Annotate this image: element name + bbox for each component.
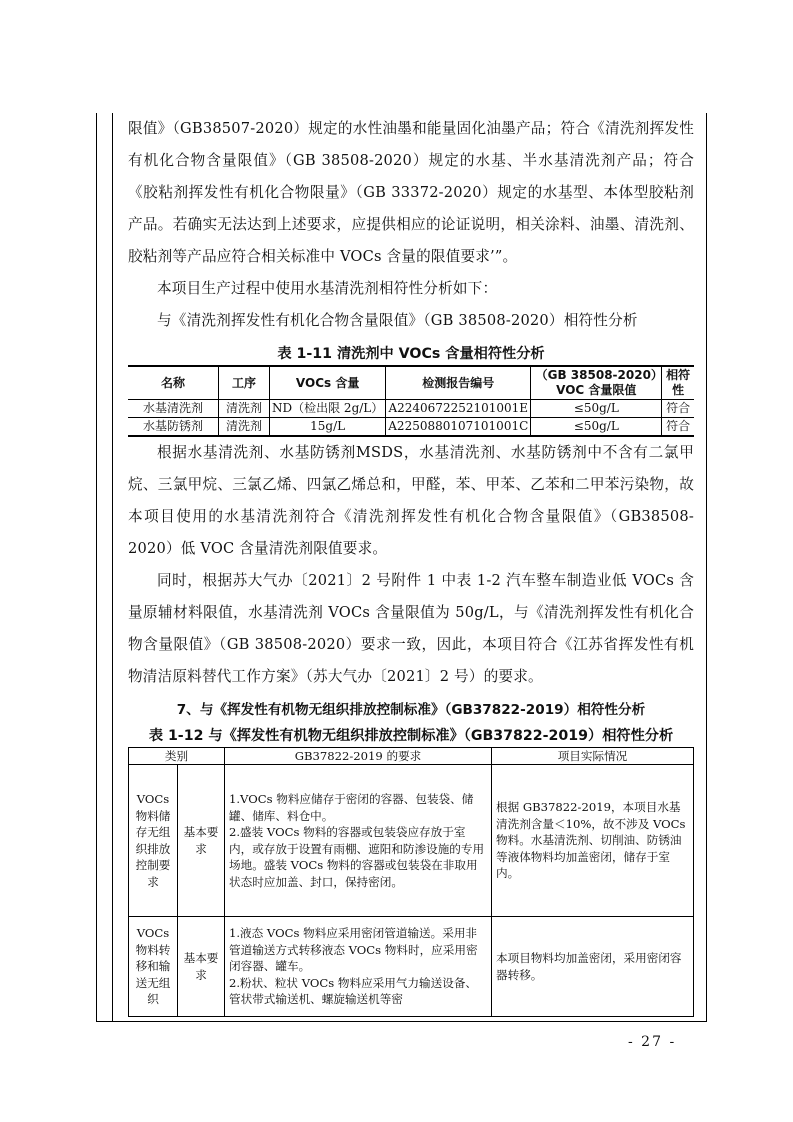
- t1-cell: ≤50g/L: [531, 418, 662, 437]
- t1-header-report: 检测报告编号: [386, 366, 531, 400]
- t1-cell: A2250880107101001C: [386, 418, 531, 437]
- t1-header-limit: （GB 38508-2020）VOC 含量限值: [531, 366, 662, 400]
- t2-category: VOCs物料转移和输送无组织: [129, 917, 178, 1017]
- t1-cell: ND（检出限 2g/L）: [270, 400, 386, 418]
- table2-gb37822: [128, 747, 694, 1017]
- paragraph-suzhou: 同时，根据苏大气办〔2021〕2 号附件 1 中表 1-2 汽车整车制造业低 VOCs 含量原辅材料限值，水基清洗剂 VOCs 含量限值为 50g/L，与《清洗剂挥发性有机化合物含量限值》（GB 38508-2020）要求一致，因此，本项目符合《江苏省挥发性有机物清洁原料替代工作方案》（苏大气办〔2021〕2 号）的要求。: [128, 572, 694, 685]
- table1-caption: 表 1-11 清洗剂中 VOCs 含量相符性分析: [277, 346, 545, 362]
- t1-cell: 符合: [662, 400, 694, 418]
- t2-standard: 1.液态 VOCs 物料应采用密闭管道输送。采用非管道输送方式转移液态 VOCs 物料时，应采用密闭容器、罐车。 2.粉状、粒状 VOCs 物料应采用气力输送设备、管状带式输送机、螺旋输送机等密: [225, 917, 492, 1017]
- t1-cell: ≤50g/L: [531, 400, 662, 418]
- t1-cell: 清洗剂: [219, 400, 270, 418]
- paragraph-analysis-heading: 与《清洗剂挥发性有机化合物含量限值》（GB 38508-2020）相符性分析: [157, 312, 638, 329]
- t2-standard: 1.VOCs 物料应储存于密闭的容器、包装袋、储罐、储库、料仓中。 2.盛装 VOCs 物料的容器或包装袋应存放于室内，或存放于设置有雨棚、遮阳和防渗设施的专用场地。盛装 VOCs 物料的容器或包装袋在非取用状态时应加盖、封口，保持密闭。: [225, 765, 492, 917]
- table-row: [128, 400, 694, 418]
- t1-cell: A2240672252101001E: [386, 400, 531, 418]
- t2-header-standard: GB37822-2019 的要求: [225, 748, 492, 765]
- table1-cleaner-voc: [128, 365, 694, 437]
- t1-header-name: 名称: [128, 366, 219, 400]
- t2-actual: 根据 GB37822-2019，本项目水基清洗剂含量＜10%，故不涉及 VOCs 物料。水基清洗剂、切削油、防锈油等液体物料均加盖密闭，储存于室内。: [492, 765, 694, 917]
- paragraph-msds: 根据水基清洗剂、水基防锈剂MSDS，水基清洗剂、水基防锈剂中不含有二氯甲烷、三氯甲烷、三氯乙烯、四氯乙烯总和，甲醛，苯、甲苯、乙苯和二甲苯污染物，故本项目使用的水基清洗剂符合《清洗剂挥发性有机化合物含量限值》（GB38508-2020）低 VOC 含量清洗剂限值要求。: [128, 444, 694, 557]
- frame-inner-line: [112, 113, 113, 1021]
- table-row: [128, 418, 694, 437]
- t2-requirement-type: 基本要求: [178, 917, 225, 1017]
- t1-header-voc: VOCs 含量: [270, 366, 386, 400]
- t1-cell: 清洗剂: [219, 418, 270, 437]
- table-row: [129, 917, 694, 1017]
- t1-cell: 15g/L: [270, 418, 386, 437]
- table2-caption: 表 1-12 与《挥发性有机物无组织排放控制标准》（GB37822-2019）相符性分析: [148, 728, 674, 744]
- t1-cell: 水基清洗剂: [128, 400, 219, 418]
- table-row: [129, 765, 694, 917]
- t2-header-category: 类别: [129, 748, 225, 765]
- t2-actual: 本项目物料均加盖密闭，采用密闭容器转移。: [492, 917, 694, 1017]
- section-title: 7、与《挥发性有机物无组织排放控制标准》（GB37822-2019）相符性分析: [176, 702, 646, 718]
- t1-cell: 符合: [662, 418, 694, 437]
- paragraph-intro: 本项目生产过程中使用水基清洗剂相符性分析如下：: [157, 280, 498, 297]
- page-content: [128, 113, 694, 1017]
- t1-header-process: 工序: [219, 366, 270, 400]
- t2-header-actual: 项目实际情况: [492, 748, 694, 765]
- t2-requirement-type: 基本要求: [178, 765, 225, 917]
- t1-header-compliance: 相符性: [662, 366, 694, 400]
- page-number: - 27 -: [628, 1034, 677, 1050]
- t1-cell: 水基防锈剂: [128, 418, 219, 437]
- t2-category: VOCs物料储存无组织排放控制要求: [129, 765, 178, 917]
- paragraph-continued: 限值》（GB38507-2020）规定的水性油墨和能量固化油墨产品；符合《清洗剂挥发性有机化合物含量限值》（GB 38508-2020）规定的水基、半水基清洗剂产品；符合《胶粘剂挥发性有机化合物限量》（GB 33372-2020）规定的水基型、本体型胶粘剂产品。若确实无法达到上述要求，应提供相应的论证说明，相关涂料、油墨、清洗剂、胶粘剂等产品应符合相关标准中 VOCs 含量的限值要求’”。: [128, 120, 694, 265]
